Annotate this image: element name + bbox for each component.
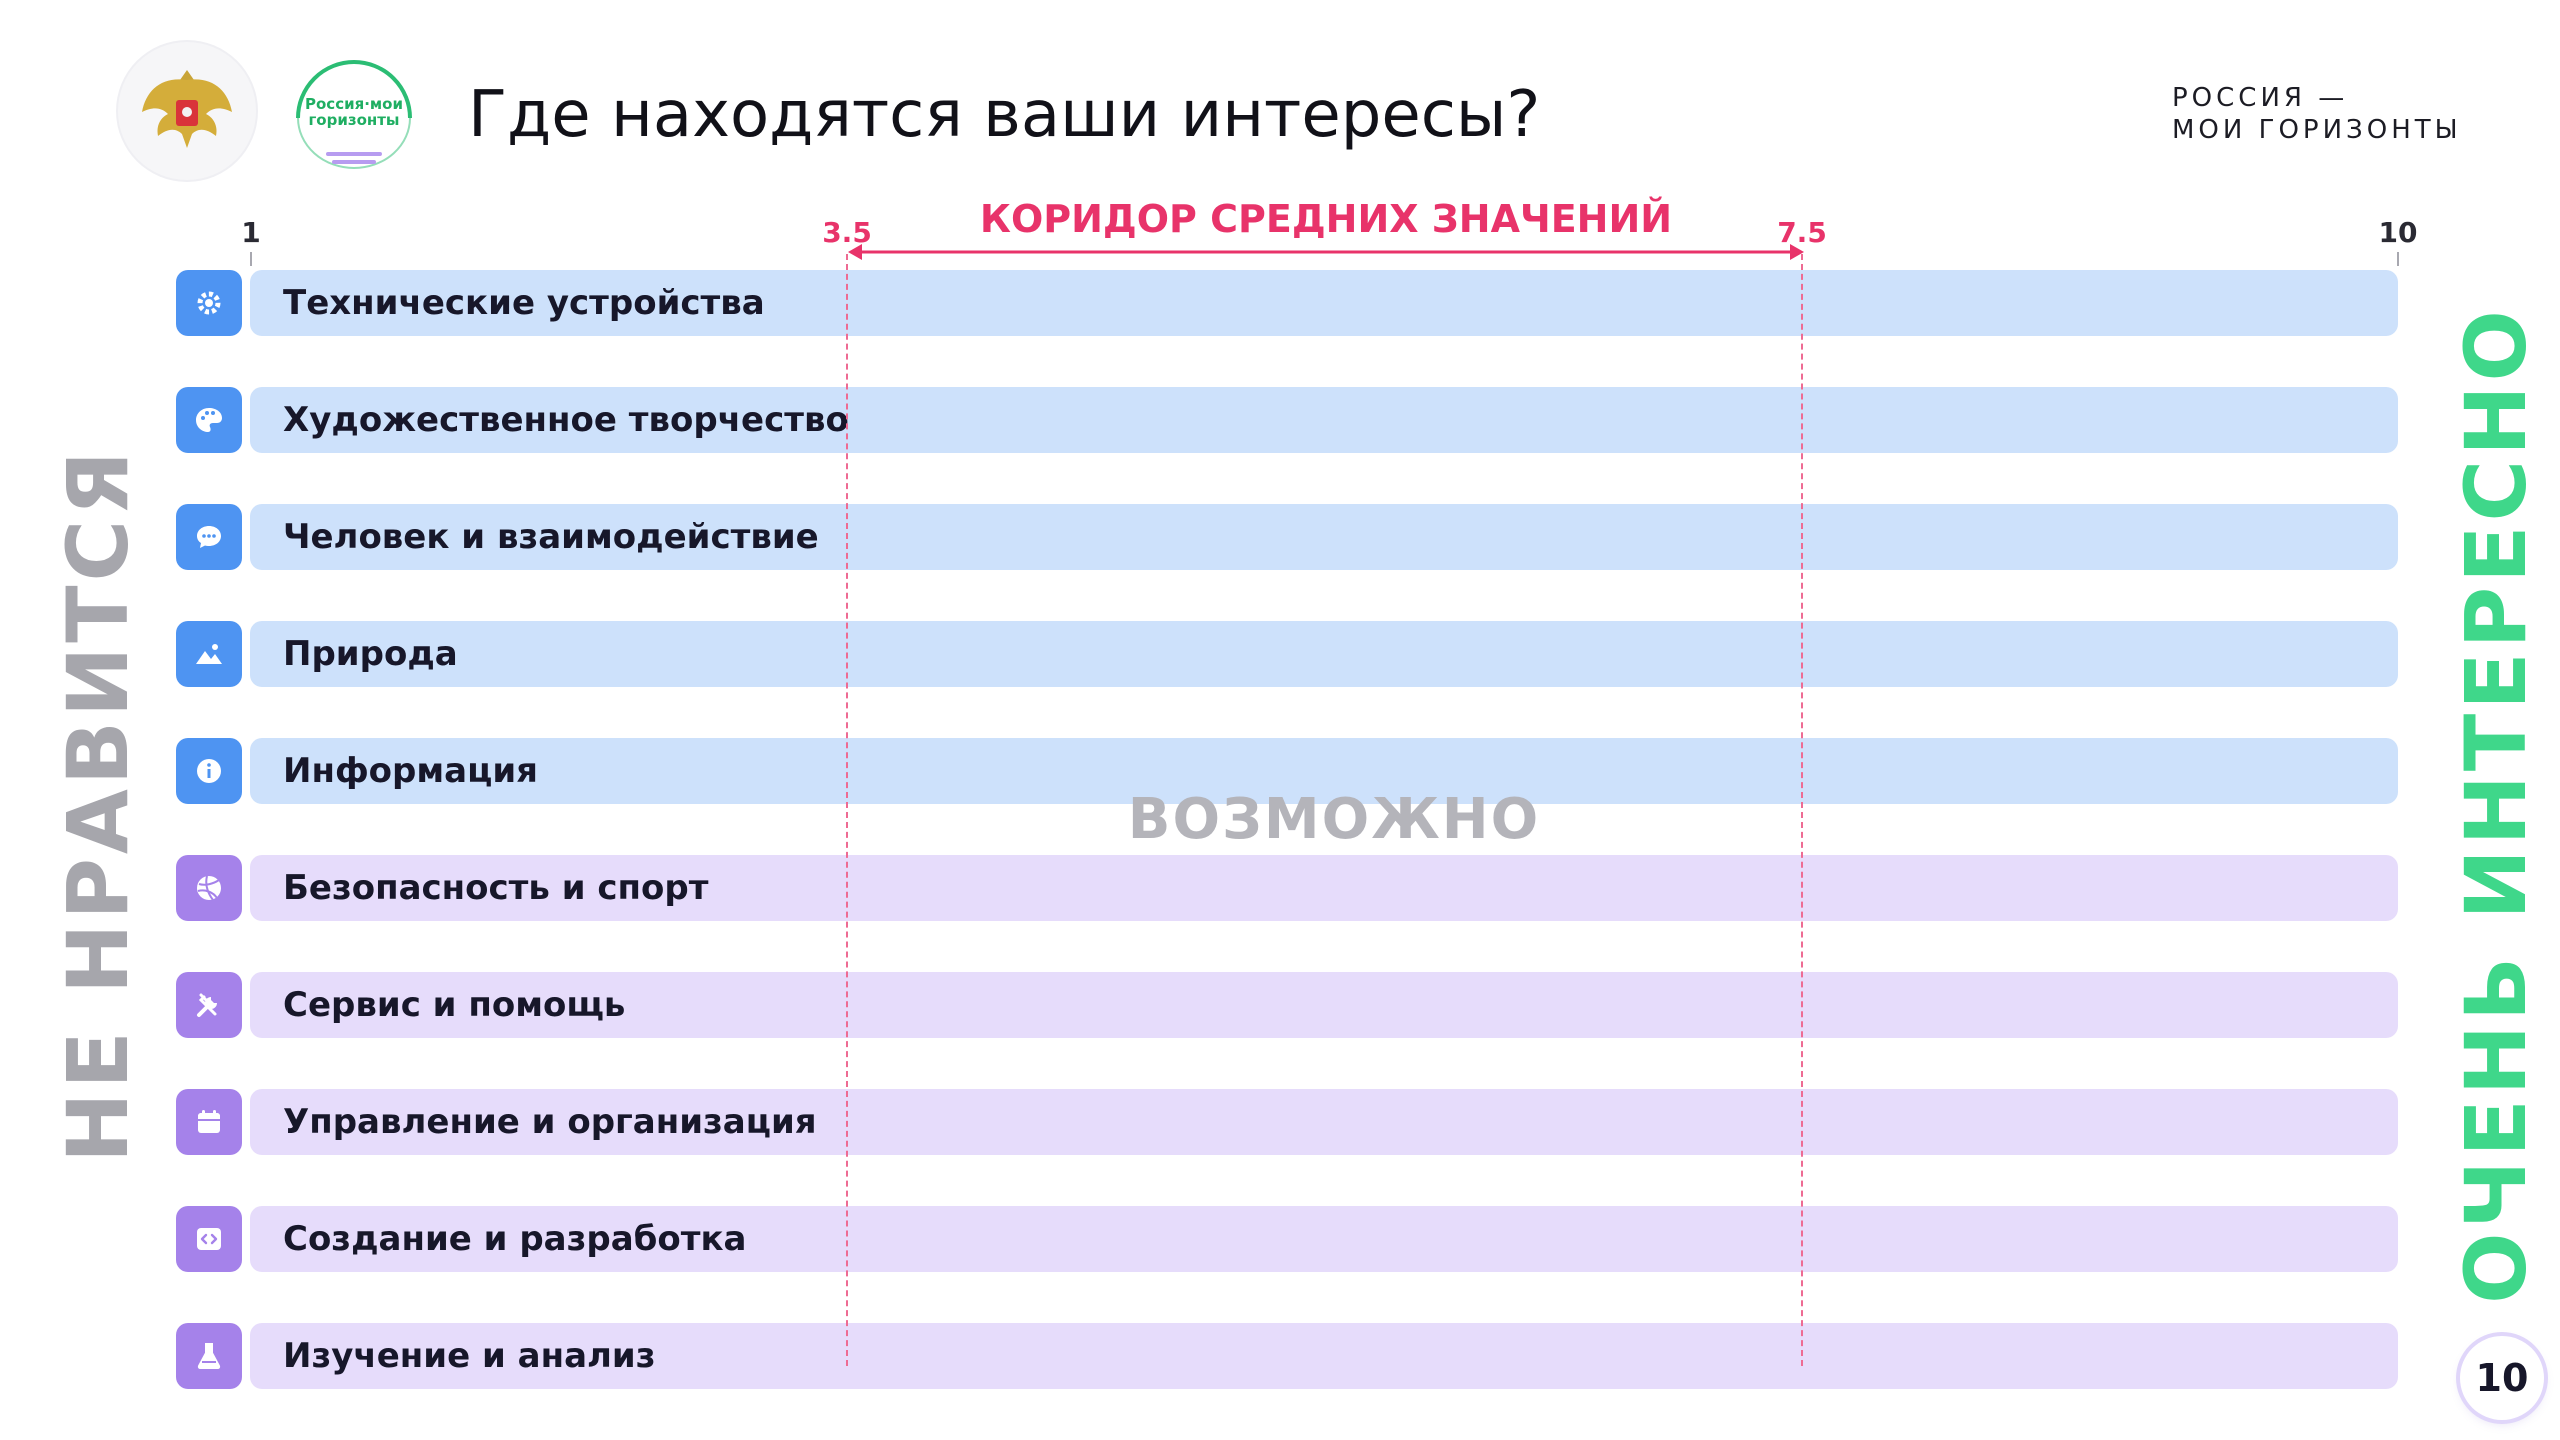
flask-icon [176, 1323, 242, 1389]
code-icon [176, 1206, 242, 1272]
side-label-very-interesting: ОЧЕНЬ ИНТЕРЕСНО [2447, 306, 2545, 1304]
landscape-icon [176, 621, 242, 687]
eagle-icon [132, 56, 242, 166]
palette-icon [176, 387, 242, 453]
brand-line-1: РОССИЯ — [2172, 83, 2349, 113]
interest-row-label: Изучение и анализ [283, 1336, 656, 1376]
coat-of-arms-emblem [118, 42, 256, 180]
tools-icon [176, 972, 242, 1038]
interest-row-label: Природа [283, 634, 458, 674]
ball-icon [176, 855, 242, 921]
calendar-icon [176, 1089, 242, 1155]
interest-row-bar [250, 621, 2398, 687]
page-title: Где находятся ваши интересы? [468, 78, 1541, 152]
scale-high-label: 7.5 [1777, 216, 1827, 249]
brand-wordmark [2172, 82, 2462, 146]
corridor-high-line [1801, 254, 1803, 1366]
side-label-dislike: НЕ НРАВИТСЯ [49, 447, 147, 1163]
scale-max-tick [2397, 252, 2399, 266]
gear-icon [176, 270, 242, 336]
interest-row-label: Художественное творчество [283, 400, 849, 440]
interest-row-label: Человек и взаимодействие [283, 517, 819, 557]
logo-text: Россия·мои горизонты [305, 95, 403, 129]
brand-line-2: МОИ ГОРИЗОНТЫ [2172, 115, 2462, 145]
page-number: 10 [2460, 1336, 2544, 1420]
interest-row-label: Создание и разработка [283, 1219, 747, 1259]
interest-row-label: Технические устройства [283, 283, 765, 323]
interest-row-label: Информация [283, 751, 538, 791]
scale-max-label: 10 [2378, 216, 2418, 249]
interest-row-label: Безопасность и спорт [283, 868, 709, 908]
corridor-label: КОРИДОР СРЕДНИХ ЗНАЧЕНИЙ [979, 197, 1673, 241]
corridor-arrow [846, 238, 1808, 272]
middle-zone-label: ВОЗМОЖНО [1127, 787, 1541, 852]
corridor-low-line [846, 254, 848, 1366]
interest-row-label: Управление и организация [283, 1102, 817, 1142]
interest-row-label: Сервис и помощь [283, 985, 626, 1025]
info-icon [176, 738, 242, 804]
scale-min-label: 1 [241, 216, 261, 249]
scale-min-tick [250, 252, 252, 266]
russia-my-horizons-logo [292, 48, 416, 172]
chat-icon [176, 504, 242, 570]
scale-low-label: 3.5 [822, 216, 872, 249]
